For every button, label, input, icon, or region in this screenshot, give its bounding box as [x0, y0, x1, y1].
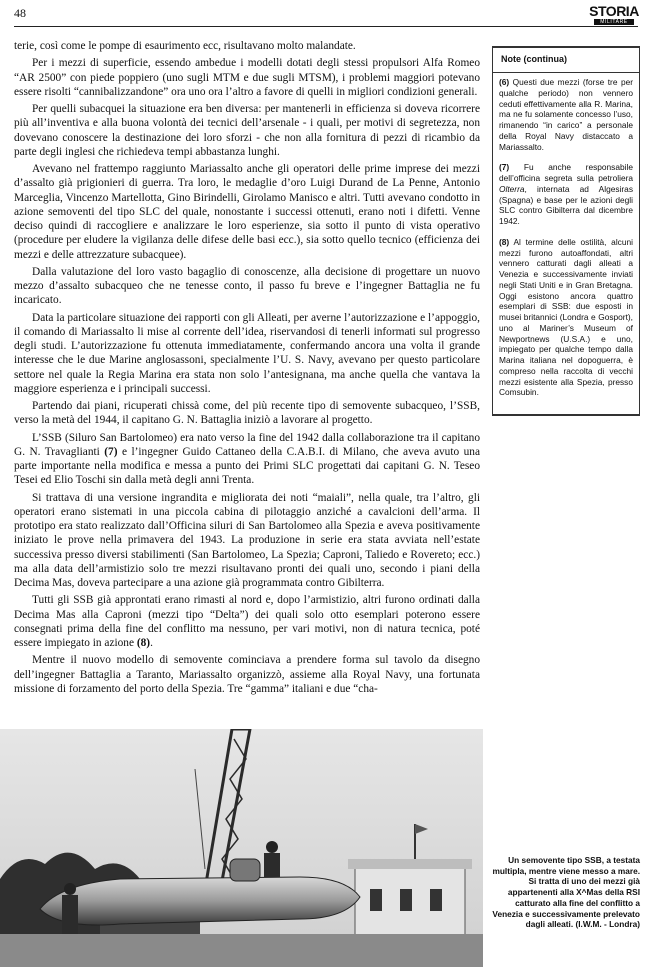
- text-run: Partendo dai piani, ricuperati chissà come, del più recente tipo di semovente subacqueo, l’SSB, verso la metà del 1944, il capitano G. N. Battaglia iniziò a lavorare al progetto.: [14, 400, 480, 427]
- article-paragraph: [14, 102, 480, 159]
- magazine-logo-subtitle: MILITARE: [594, 19, 634, 25]
- note-item: [499, 77, 633, 152]
- article-paragraph: [14, 431, 480, 488]
- italic-text: Olterra: [499, 183, 525, 194]
- notes-title: Note (continua): [501, 54, 567, 64]
- text-run: Per i mezzi di superficie, essendo ambedue i modelli dotati degli stessi propulsori Alfa Romeo “AR 2500” con piede poppiero (uno sugli MTM e due sugli MTSM), i problemi maggiori potevano essere risolti “cannibalizzandone” ora uno ora l’altro a favore di quelli in migliori condizioni generali.: [14, 57, 480, 98]
- article-paragraph: [14, 399, 480, 428]
- article-paragraph: [14, 39, 480, 53]
- note-reference: (7): [104, 445, 118, 458]
- notes-divider: [493, 72, 639, 73]
- note-reference: (7): [499, 162, 510, 173]
- note-item: [499, 162, 633, 227]
- article-paragraph: [14, 265, 480, 308]
- article-paragraph: [14, 162, 480, 262]
- magazine-logo: [588, 4, 640, 26]
- article-paragraph: [14, 311, 480, 397]
- note-item: [499, 237, 633, 398]
- text-run: Si trattava di una versione ingrandita e migliorata dei noti “maiali”, nella quale, tra l’altro, gli operatori erano sistemati in una piccola cabina di pilotaggio anziché a cavalcioni dell’arma. Il prototipo era stato realizzato dall’Officina siluri di San Bartolomeo alla Spezia e aveva positivamente iniziato le prove nella primavera del 1943. La produzione in serie era stata avviata nell’estate successiva presso diversi stabilimenti (San Bartolomeo, La Spezia; Caproni, Taliedo e Rovereto; ecc.) ma alla data dell’armistizio solo tre mezzi risultavano pronti dei quali uno, secondo i piani della Decima Mas, doveva partecipare a una azione già programmata contro Gibilterra.: [14, 491, 480, 589]
- photo-caption: Un semovente tipo SSB, a testata multipla, mentre viene messo a mare. Si tratta di uno dei mezzi già appartenenti alla X^Mas della RSI catturato alla fine del conflitto a Venezia e successivamente prelevato dagli alleati. (I.W.M. - Londra): [492, 855, 640, 930]
- photo-image: [0, 729, 483, 967]
- text-run: Avevano nel frattempo raggiunto Mariassalto anche gli operatori delle prime imprese dei mezzi d’assalto già prigionieri di guerra. Tra loro, le medaglie d’oro Luigi Durand de La Penne, Antonio Marceglia, Vincenzo Martellotta, Gino Birindelli, Girolamo Manisco e altri. Tutti avevano condotto in azione semoventi del tipo SLC del quale, nonostante i successi ottenuti, erano noti i difetti. Venne deciso quindi di raccogliere e analizzare le loro esperienze, sia sotto il punto di vista operativo (procedure per eludere la vigilanza delle difese delle basi ecc.), sia sotto quello tecnico (efficienza dei mezzi e delle attrezzature subacquee).: [14, 163, 480, 261]
- text-run: , internata ad Algesiras (Spagna) e base per le azioni degli SLC contro Gibilterra dal dicembre 1942.: [499, 183, 633, 226]
- text-run: Fu anche responsabile dell’officina segreta sulla petroliera: [499, 162, 633, 183]
- text-run: Questi due mezzi (forse tre per qualche periodo) non vennero ceduti effettivamente alla R. Marina, ma ne fu solamente concesso l’uso, rimanendo “in carico” a personale della Royal Navy distaccato a Mariassalto.: [499, 77, 633, 152]
- article-paragraph: [14, 653, 480, 696]
- magazine-logo-title: STORIA: [589, 3, 639, 19]
- text-run: terie, così come le pompe di esaurimento ecc, risultavano molto malandate.: [14, 40, 356, 52]
- text-run: Dalla valutazione del loro vasto bagaglio di conoscenze, alla decisione di progettare un nuovo mezzo d’assalto subacqueo che ne tenesse conto, il passo fu breve e l’ingegner Battaglia ne fu incaricato.: [14, 265, 480, 307]
- text-run: Al termine delle ostilità, alcuni mezzi furono autoaffondati, altri vennero catturati dagli alleati a Venezia e successivamente inviati negli Stati Uniti e in Gran Bretagna. Oggi esistono ancora quattro esemplari di SSB: due esposti in musei britannici (Londra e Gosport), uno al Mariner’s Museum of Newportnews (U.S.A.) e uno, impiegato per qualche tempo dalla Marina italiana nel dopoguerra, è compreso nella raccolta di vecchi mezzi esistente alla Spezia, presso Comsubin.: [499, 236, 633, 398]
- text-run: Per quelli subacquei la situazione era ben diversa: per mantenerli in efficienza si doveva ricorrere più all’inventiva e alla buona volontà dei tecnici dell’arsenale - i quali, per motivi di segretezza, non dovevano conoscere la destinazione dei loro sforzi - che non alla fornitura di pezzi di ricambio da parte degli inglesi che richiedeva tempi abbastanza lunghi.: [14, 103, 480, 158]
- notes-list: [493, 77, 639, 398]
- article-paragraph: [14, 491, 480, 591]
- header-rule: [14, 26, 638, 27]
- note-reference: (6): [499, 77, 510, 87]
- text-run: Tutti gli SSB già approntati erano rimasti al nord e, dopo l’armistizio, altri furono ordinati dalla Decima Mas alla Caproni (mezzi tipo “Delta”) dei quali solo otto esemplari poterono essere consegnati prima della fine del conflitto ma nessuno, per vari motivi, non di natura tecnica, poté essere impiegato in azione: [14, 594, 480, 649]
- photo-ssb-launch: [0, 729, 483, 967]
- page-number: 48: [14, 6, 26, 20]
- text-run: Data la particolare situazione dei rapporti con gli Alleati, per averne l’autorizzazione e l’appoggio, il comando di Mariassalto li mise al corrente dell’idea, riservandosi di tenerli informati sul progresso degli studi. L’autorizzazione fu ottenuta immediatamente, confermando ancora una volta il grande interesse che le due Marine anglosassoni, specialmente l’U. S. Navy, avevano per questo particolare settore nel quale la Regia Marina era stata non solo l’antesignana, ma anche quella che vantava la maggiore esperienza e i principali successi.: [14, 311, 480, 395]
- article-body: [14, 39, 480, 699]
- page-header: [0, 0, 650, 30]
- text-run: e l’ingegner Guido Cattaneo della C.A.B.I. di Milano, che aveva avuto una parte importante nella modifica e messa a punto dei Primi SLC progettati dai capitani G. N. Teseo Tesei ed Elio Toschi sin dalla metà degli anni Trenta.: [14, 445, 480, 487]
- text-run: L’SSB (Siluro San Bartolomeo) era nato verso la fine del 1942 dalla collaborazione tra il capitano G. N. Travaglianti: [14, 431, 480, 458]
- article-paragraph: [14, 593, 480, 650]
- article-paragraph: [14, 56, 480, 99]
- text-run: Mentre il nuovo modello di semovente cominciava a prendere forma sul tavolo da disegno dell’ingegner Battaglia a Taranto, Mariassalto organizzò, assieme alla Royal Navy, una fortunata missione di forzamento del porto della Spezia. Tre “gamma” italiani e due “cha-: [14, 654, 480, 695]
- text-run: .: [150, 637, 153, 649]
- note-reference: (8): [499, 236, 510, 247]
- note-reference: (8): [136, 637, 151, 649]
- notes-box: [492, 46, 640, 416]
